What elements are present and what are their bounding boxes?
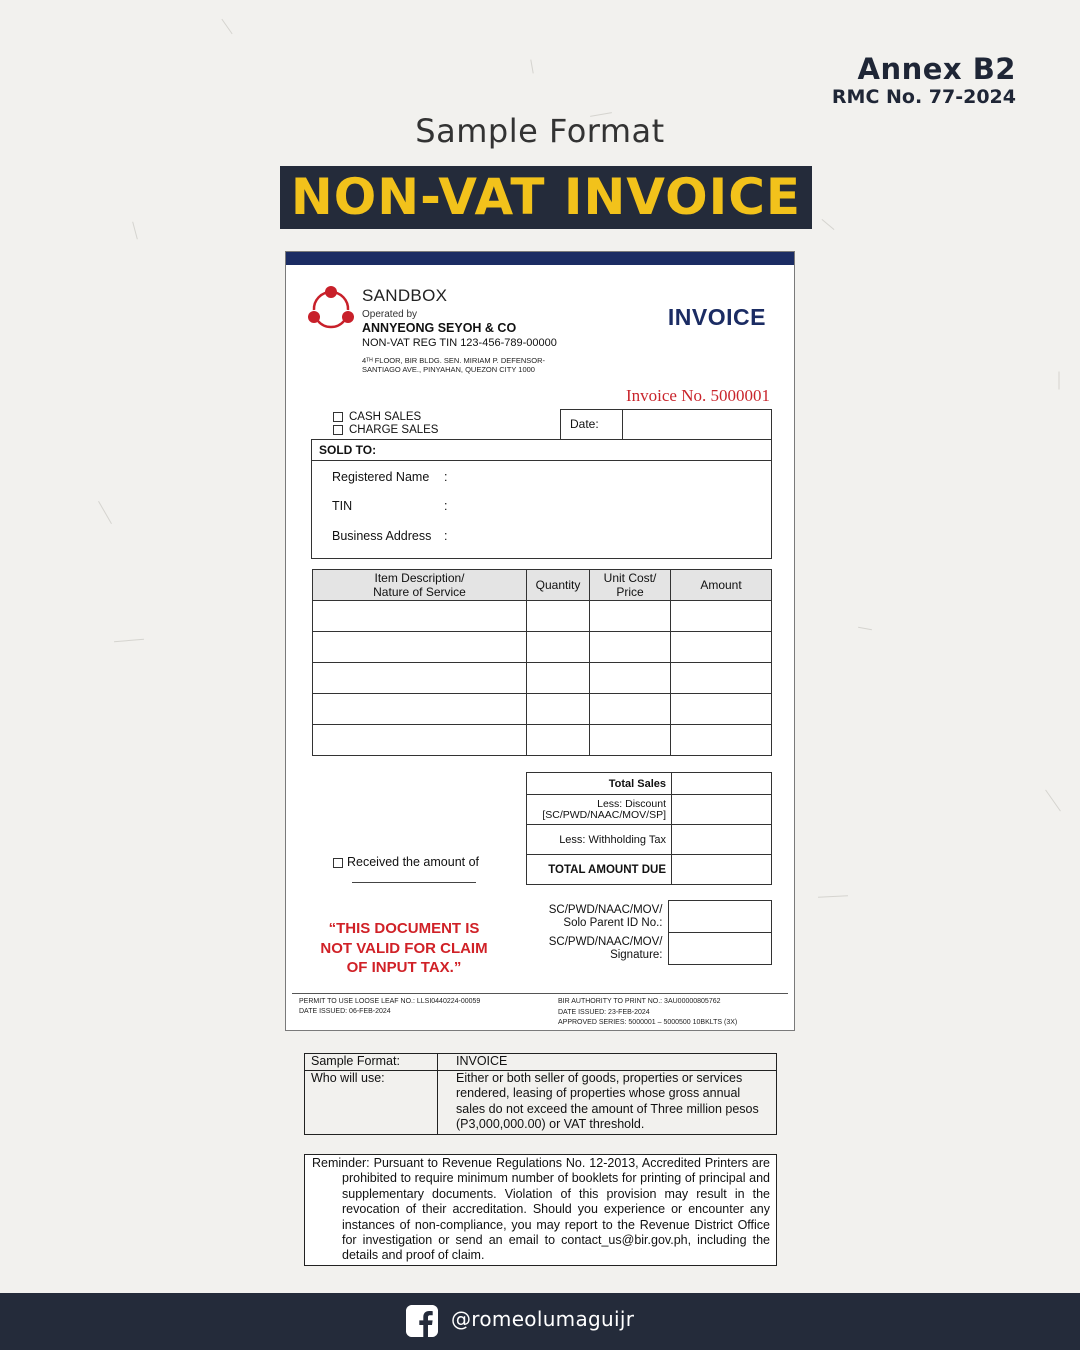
who-will-use-value: Either or both seller of goods, properties or services rendered, leasing of properties whose gross annual sales do not exceed the amount of Three million pesos (P3,000,000.00) or VAT threshold. [438,1070,777,1134]
total-due-value[interactable] [672,855,772,885]
col-description [313,570,527,601]
checkbox-icon[interactable] [333,858,343,868]
reminder-box: Reminder: Pursuant to Revenue Regulations No. 12-2013, Accredited Printers are prohibited to require minimum number of booklets for printing of principal and supplementary documents. Violation of this provision may result in the revocation of their accreditation. Should you experience or encounter any instances of non-compliance, you may report to the Revenue District Office for investigation or send an email to contact_us@bir.gov.ph, including the details and proof of claim. [304,1154,777,1266]
warning-line-3: OF INPUT TAX.” [346,959,462,976]
date-field[interactable] [560,409,772,440]
col-unit-cost [590,570,671,601]
paper-fleck [114,639,144,643]
scid-field[interactable] [668,901,771,933]
paper-fleck [221,19,232,34]
warning-line-2: NOT VALID FOR CLAIM [320,939,488,957]
paper-fleck [132,222,138,240]
paper-fleck [98,501,112,524]
col-unit-line-1: Unit Cost/ [603,571,657,585]
colon: : [444,529,448,543]
annex-label [832,52,1016,108]
col-unit-line-2: Price [616,585,644,599]
cash-sales-label: CASH SALES [349,411,422,423]
address-line-1: 4ᵀᴴ FLOOR, BIR BLDG. SEN. MIRIAM P. DEFENSOR- [362,356,546,365]
signature-label [526,933,668,965]
sold-to-heading: SOLD TO: [312,440,771,461]
discount-line-2: [SC/PWD/NAAC/MOV/SP] [542,808,666,821]
items-table [312,569,772,756]
total-sales-row [527,773,772,795]
colon: : [444,499,448,513]
discount-label [527,795,672,825]
discount-line-1: Less: Discount [597,797,666,810]
invoice-number: Invoice No. 5000001 [625,386,770,405]
authority-info [558,997,737,1029]
sold-to-section [311,439,772,559]
annex-title: Annex B2 [857,52,1016,86]
warning-text [308,919,500,978]
colon: : [444,470,448,484]
table-cell[interactable] [527,632,590,663]
registered-name-label: Registered Name [332,470,430,484]
usage-table [304,1053,777,1135]
permit-info [299,997,480,1017]
total-due-row [527,855,772,885]
paper-fleck [822,219,835,230]
sample-format-heading: Sample Format [415,112,665,150]
table-cell[interactable] [671,632,772,663]
table-row [313,663,772,694]
table-cell[interactable] [671,694,772,725]
permit-line-2: DATE ISSUED: 06-FEB-2024 [299,1008,391,1015]
total-due-label: TOTAL AMOUNT DUE [527,855,672,885]
paper-fleck [1059,372,1060,390]
received-amount-line[interactable] [352,882,476,883]
col-quantity: Quantity [527,570,590,601]
company-owner: ANNYEONG SEYOH & CO [362,321,517,335]
paper-fleck [818,895,848,898]
scid-row [526,901,771,933]
total-sales-value[interactable] [672,773,772,795]
table-row [313,632,772,663]
table-row [313,725,772,756]
cash-sales-option[interactable] [333,411,438,424]
who-will-use-label: Who will use: [305,1070,438,1134]
table-cell[interactable] [590,725,671,756]
company-tin: NON-VAT REG TIN 123-456-789-00000 [362,337,557,349]
table-cell[interactable] [313,632,527,663]
authority-line-1: BIR AUTHORITY TO PRINT NO.: 3AU00000805762 [558,998,721,1005]
table-cell[interactable] [590,632,671,663]
table-cell[interactable] [590,694,671,725]
paper-fleck [530,60,533,74]
discount-row [527,795,772,825]
sales-type-options [333,411,438,437]
company-name: SANDBOX [362,286,448,305]
table-cell[interactable] [527,725,590,756]
address-line-2: SANTIAGO AVE., PINYAHAN, QUEZON CITY 1000 [362,365,535,374]
business-address-label: Business Address [332,529,432,543]
sig-line-1: SC/PWD/NAAC/MOV/ [548,935,663,948]
items-header-row [313,570,772,601]
table-cell[interactable] [671,663,772,694]
sample-format-value: INVOICE [438,1054,777,1071]
paper-fleck [1045,790,1061,812]
annex-rmc: RMC No. 77-2024 [831,86,1016,108]
col-amount: Amount [671,570,772,601]
table-cell[interactable] [527,663,590,694]
total-sales-label: Total Sales [527,773,672,795]
sample-format-row [305,1054,777,1071]
signature-field[interactable] [668,933,771,965]
company-address [362,356,557,374]
col-desc-line-2: Nature of Service [373,585,466,599]
title-banner: NON-VAT INVOICE [280,166,812,229]
date-label: Date: [561,410,623,439]
received-label: Received the amount of [347,855,480,869]
table-cell[interactable] [527,694,590,725]
permit-line-1: PERMIT TO USE LOOSE LEAF NO.: LLSI0440224-00059 [299,998,481,1005]
paper-fleck [858,627,872,630]
operated-by: Operated by [362,309,418,320]
charge-sales-label: CHARGE SALES [349,424,439,436]
signature-row [526,933,771,965]
withholding-value[interactable] [672,825,772,855]
footer-bar [0,1293,1080,1350]
received-option[interactable] [333,855,479,869]
sc-pwd-table [526,900,772,965]
table-cell[interactable] [313,663,527,694]
header-bar [286,252,794,265]
company-block [362,286,557,374]
social-handle[interactable]: @romeolumaguijr [451,1307,635,1331]
discount-value[interactable] [672,795,772,825]
table-cell[interactable] [590,663,671,694]
charge-sales-option[interactable] [333,424,438,437]
sig-line-2: Signature: [610,948,663,961]
table-cell[interactable] [527,601,590,632]
tin-label: TIN [332,499,353,513]
col-desc-line-1: Item Description/ [374,571,465,585]
table-row [313,601,772,632]
who-will-use-row [305,1070,777,1134]
warning-line-1: “THIS DOCUMENT IS [328,920,480,937]
withholding-row [527,825,772,855]
scid-line-2: Solo Parent ID No.: [563,916,663,929]
totals-table [526,772,772,885]
table-cell[interactable] [671,601,772,632]
invoice-sheet [285,251,795,1031]
table-cell[interactable] [313,601,527,632]
authority-line-3: APPROVED SERIES: 5000001 – 5000500 10BKLTS (3X) [558,1019,738,1026]
table-row [313,694,772,725]
scid-label [526,901,668,933]
table-cell[interactable] [313,694,527,725]
withholding-label: Less: Withholding Tax [527,825,672,855]
authority-line-2: DATE ISSUED: 23-FEB-2024 [558,1008,650,1016]
table-cell[interactable] [313,725,527,756]
table-cell[interactable] [671,725,772,756]
scid-line-1: SC/PWD/NAAC/MOV/ [548,903,663,916]
checkbox-icon[interactable] [333,425,343,435]
table-cell[interactable] [590,601,671,632]
facebook-icon[interactable] [406,1305,438,1337]
footer-rule [292,993,788,994]
sample-format-label: Sample Format: [305,1054,438,1071]
invoice-title: INVOICE [667,304,766,330]
sandbox-logo-icon [306,284,356,330]
checkbox-icon[interactable] [333,412,343,422]
